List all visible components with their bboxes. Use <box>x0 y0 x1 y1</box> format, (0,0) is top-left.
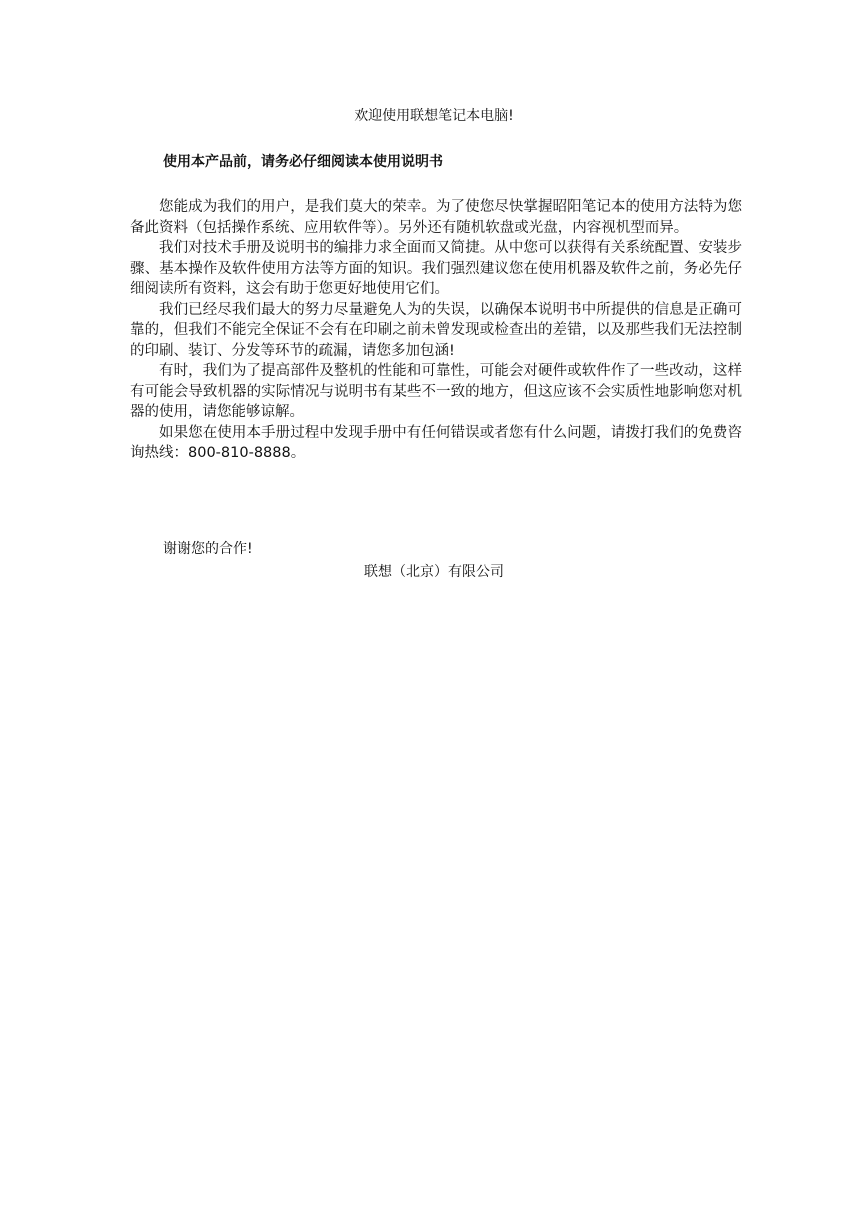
paragraph: 有时，我们为了提高部件及整机的性能和可靠性，可能会对硬件或软件作了一些改动，这样有可能会导致机器的实际情况与说明书有某些不一致的地方，但这应该不会实质性地影响您对机器的使用，请您能够谅解。 <box>130 363 742 420</box>
paragraph: 我们对技术手册及说明书的编排力求全面而又简捷。从中您可以获得有关系统配置、安装步骤、基本操作及软件使用方法等方面的知识。我们强烈建议您在使用机器及软件之前，务必先仔细阅读所有资料，这会有助于您更好地使用它们。 <box>130 240 742 297</box>
paragraph: 我们已经尽我们最大的努力尽量避免人为的失误，以确保本说明书中所提供的信息是正确可靠的，但我们不能完全保证不会有在印刷之前未曾发现或检查出的差错，以及那些我们无法控制的印刷、装订、分发等环节的疏漏，请您多加包涵! <box>130 301 742 359</box>
paragraph: 如果您在使用本手册过程中发现手册中有任何错误或者您有什么问题，请拨打我们的免费咨询热线：800-810-8888。 <box>130 424 742 461</box>
document-title: 欢迎使用联想笔记本电脑! <box>354 108 514 124</box>
thanks-line: 谢谢您的合作! <box>163 541 253 557</box>
body-text <box>130 197 742 464</box>
company-signature: 联想（北京）有限公司 <box>364 564 504 580</box>
usage-warning: 使用本产品前，请务必仔细阅读本使用说明书 <box>163 154 443 170</box>
paragraph: 您能成为我们的用户，是我们莫大的荣幸。为了使您尽快掌握昭阳笔记本的使用方法特为您备此资料（包括操作系统、应用软件等）。另外还有随机软盘或光盘，内容视机型而异。 <box>130 199 742 236</box>
